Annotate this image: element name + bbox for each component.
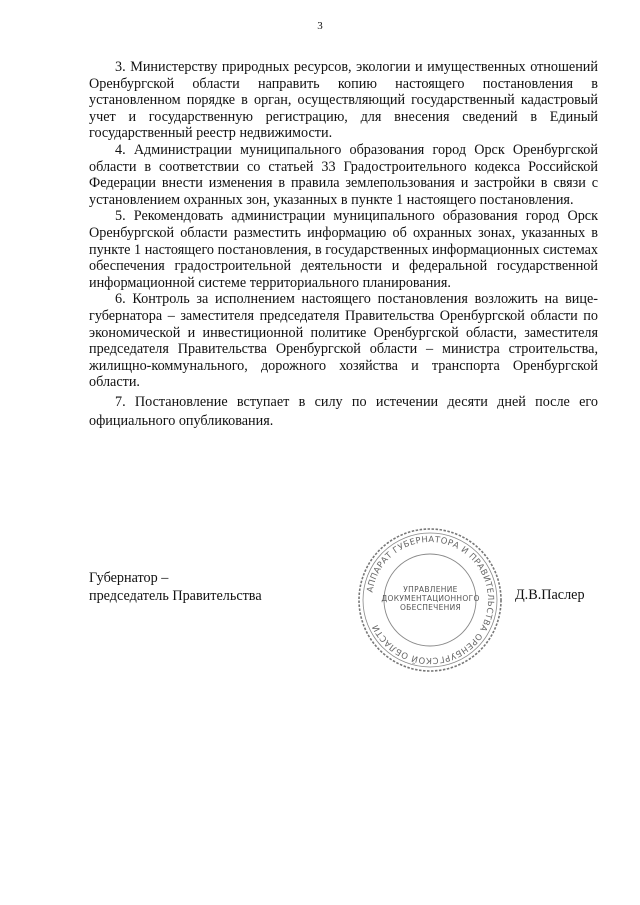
stamp-inner-text: [377, 585, 484, 612]
stamp-ring-text: АППАРАТ ГУБЕРНАТОРА И ПРАВИТЕЛЬСТВА ОРЕНБУРГСКОЙ ОБЛАСТИ: [365, 534, 496, 666]
paragraph-4: 4. Администрации муниципального образования город Орск Оренбургской области в соответствии со статьей 33 Градостроительного кодекса Российской Федерации внести изменения в правила землепользования и застройки в связи с установлением охранных зон, указанных в пункте 1 настоящего постановления.: [89, 141, 598, 208]
paragraph-6: 6. Контроль за исполнением настоящего постановления возложить на вице-губернатора – заместителя председателя Правительства Оренбургской области по экономической и инвестиционной политике Оренбургской области, заместителя председателя Правительства Оренбургской области – министра строительства, жилищно-коммунального, дорожного хозяйства и транспорта Оренбургской области.: [89, 291, 598, 391]
signer-title-line-1: Губернатор –: [89, 570, 169, 586]
paragraph-5: 5. Рекомендовать администрации муниципального образования город Орск Оренбургской области разместить информацию об охранных зонах, указанных в пункте 1 настоящего постановления, в государственных информационных системах обеспечения градостроительной деятельности и федеральной государственной информационной системе территориального планирования.: [89, 208, 598, 291]
signer-title-line-2: председатель Правительства: [89, 588, 262, 604]
signer-name: Д.В.Паслер: [515, 587, 585, 603]
document-body: [89, 59, 598, 431]
stamp-inner-line-3: ОБЕСПЕЧЕНИЯ: [399, 603, 462, 612]
signer-title: [89, 569, 262, 605]
page-number: 3: [317, 20, 323, 32]
stamp-inner-line-1: УПРАВЛЕНИЕ: [403, 585, 458, 594]
stamp-inner-line-2: ДОКУМЕНТАЦИОННОГО: [381, 594, 480, 603]
paragraph-3: 3. Министерству природных ресурсов, экологии и имущественных отношений Оренбургской области направить копию настоящего постановления в установленном порядке в орган, осуществляющий государственный кадастровый учет и государственную регистрацию, для внесения сведений в Единый государственный реестр недвижимости.: [89, 59, 598, 142]
paragraph-7: 7. Постановление вступает в силу по истечении десяти дней после его официального опубликования.: [89, 393, 598, 429]
